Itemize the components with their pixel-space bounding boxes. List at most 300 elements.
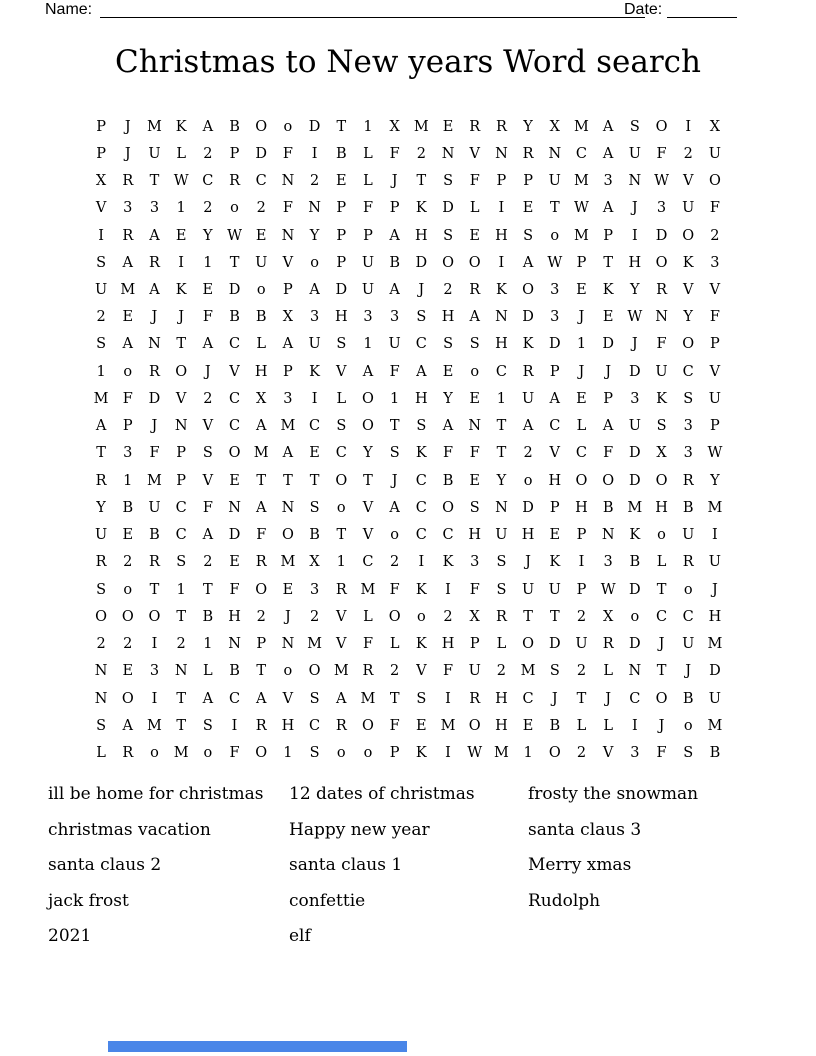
grid-cell-r4-c6: o bbox=[230, 200, 239, 217]
grid-cell-r21-c17: M bbox=[520, 663, 536, 680]
grid-cell-r15-c19: H bbox=[575, 499, 588, 516]
grid-cell-r7-c4: K bbox=[175, 282, 187, 299]
grid-cell-r23-c2: A bbox=[122, 717, 134, 734]
grid-cell-r21-c8: o bbox=[283, 663, 293, 680]
grid-cell-r11-c9: I bbox=[311, 390, 318, 407]
grid-cell-r19-c22: C bbox=[655, 608, 668, 625]
grid-cell-r17-c23: R bbox=[682, 554, 694, 571]
grid-cell-r14-c12: J bbox=[391, 472, 398, 489]
grid-cell-r19-c17: T bbox=[523, 608, 533, 625]
grid-cell-r6-c17: A bbox=[522, 254, 534, 271]
grid-cell-r21-c2: E bbox=[122, 663, 134, 680]
grid-cell-r16-c10: T bbox=[336, 527, 347, 544]
grid-cell-r1-c18: X bbox=[549, 118, 560, 135]
grid-cell-r10-c18: P bbox=[549, 363, 560, 380]
grid-cell-r18-c7: O bbox=[255, 581, 268, 598]
grid-cell-r4-c1: V bbox=[95, 200, 107, 217]
word-list-column-3 bbox=[528, 779, 786, 957]
grid-cell-r16-c4: C bbox=[175, 527, 187, 544]
grid-cell-r17-c10: 1 bbox=[336, 554, 346, 571]
grid-cell-r7-c2: M bbox=[120, 282, 136, 299]
grid-cell-r7-c19: E bbox=[576, 282, 587, 299]
grid-cell-r1-c5: A bbox=[202, 118, 214, 135]
grid-cell-r1-c24: X bbox=[709, 118, 721, 135]
grid-cell-r22-c20: J bbox=[605, 690, 612, 707]
grid-cell-r5-c15: E bbox=[469, 227, 481, 244]
grid-cell-r7-c18: 3 bbox=[550, 282, 560, 299]
grid-cell-r14-c23: R bbox=[682, 472, 694, 489]
grid-cell-r5-c9: Y bbox=[309, 227, 320, 244]
grid-cell-r8-c8: X bbox=[282, 309, 294, 326]
grid-cell-r22-c22: O bbox=[655, 690, 668, 707]
grid-cell-r6-c10: P bbox=[336, 254, 347, 271]
grid-cell-r18-c3: T bbox=[149, 581, 160, 598]
word-list-item: christmas vacation bbox=[48, 819, 211, 840]
grid-cell-r19-c6: H bbox=[228, 608, 241, 625]
grid-cell-r7-c1: U bbox=[94, 282, 108, 299]
grid-cell-r13-c10: C bbox=[335, 445, 347, 462]
grid-cell-r24-c9: S bbox=[309, 745, 320, 761]
grid-cell-r7-c22: R bbox=[656, 282, 667, 299]
grid-cell-r16-c12: o bbox=[390, 527, 400, 544]
grid-cell-r5-c10: P bbox=[336, 227, 347, 244]
grid-cell-r19-c8: J bbox=[284, 608, 291, 625]
grid-cell-r5-c14: S bbox=[443, 227, 453, 244]
grid-cell-r7-c20: K bbox=[602, 282, 614, 299]
grid-cell-r9-c5: A bbox=[202, 336, 214, 353]
grid-cell-r23-c19: L bbox=[576, 717, 587, 734]
grid-cell-r21-c19: 2 bbox=[576, 663, 587, 680]
grid-cell-r2-c16: N bbox=[495, 145, 508, 162]
grid-cell-r22-c1: N bbox=[94, 690, 108, 707]
grid-cell-r17-c14: K bbox=[442, 554, 454, 571]
grid-cell-r10-c7: H bbox=[254, 363, 268, 380]
grid-cell-r23-c16: H bbox=[495, 717, 508, 734]
grid-cell-r15-c10: o bbox=[336, 499, 346, 516]
grid-cell-r16-c13: C bbox=[415, 527, 427, 544]
grid-cell-r18-c24: J bbox=[711, 581, 718, 598]
grid-cell-r1-c17: Y bbox=[523, 118, 533, 135]
grid-cell-r4-c19: W bbox=[574, 200, 589, 217]
grid-cell-r7-c9: A bbox=[309, 282, 320, 299]
grid-cell-r2-c20: A bbox=[602, 145, 614, 162]
grid-cell-r22-c4: T bbox=[176, 690, 186, 707]
grid-cell-r16-c9: B bbox=[309, 527, 320, 544]
grid-cell-r3-c11: L bbox=[363, 173, 373, 190]
grid-cell-r3-c3: T bbox=[149, 173, 160, 190]
grid-cell-r20-c16: L bbox=[496, 636, 507, 653]
grid-cell-r14-c20: O bbox=[602, 472, 615, 489]
grid-cell-r16-c2: E bbox=[122, 527, 134, 544]
grid-cell-r2-c6: P bbox=[229, 145, 240, 162]
grid-cell-r11-c12: 1 bbox=[390, 390, 400, 407]
grid-cell-r18-c15: F bbox=[469, 581, 480, 598]
grid-cell-r3-c23: V bbox=[682, 173, 694, 190]
grid-cell-r21-c10: M bbox=[333, 663, 349, 680]
grid-cell-r9-c9: U bbox=[308, 336, 321, 353]
grid-cell-r20-c10: V bbox=[336, 636, 347, 653]
grid-cell-r23-c7: R bbox=[255, 717, 267, 734]
grid-cell-r2-c7: D bbox=[255, 145, 268, 162]
grid-cell-r18-c5: T bbox=[203, 581, 213, 598]
grid-cell-r20-c21: D bbox=[629, 636, 641, 653]
grid-cell-r15-c20: B bbox=[602, 499, 614, 516]
grid-cell-r2-c24: U bbox=[708, 145, 722, 162]
grid-cell-r8-c19: J bbox=[578, 309, 585, 326]
grid-cell-r8-c6: B bbox=[229, 309, 240, 326]
grid-cell-r1-c10: T bbox=[336, 118, 347, 135]
grid-cell-r8-c4: J bbox=[178, 309, 185, 326]
grid-cell-r9-c16: H bbox=[495, 336, 508, 353]
grid-cell-r24-c22: F bbox=[656, 745, 667, 761]
grid-cell-r19-c15: X bbox=[469, 608, 480, 625]
grid-cell-r6-c5: 1 bbox=[203, 254, 213, 271]
grid-cell-r23-c21: I bbox=[631, 717, 638, 734]
grid-cell-r3-c8: N bbox=[281, 173, 295, 190]
grid-cell-r21-c11: R bbox=[362, 663, 374, 680]
date-blank-line bbox=[667, 1, 737, 18]
grid-cell-r4-c21: J bbox=[631, 200, 638, 217]
grid-cell-r12-c4: N bbox=[174, 418, 188, 435]
grid-cell-r3-c18: U bbox=[548, 173, 561, 190]
grid-cell-r16-c1: U bbox=[94, 527, 108, 544]
grid-cell-r23-c6: I bbox=[231, 717, 238, 734]
grid-cell-r18-c14: I bbox=[445, 581, 451, 598]
grid-cell-r1-c4: K bbox=[175, 118, 187, 135]
grid-cell-r10-c23: C bbox=[682, 363, 694, 380]
grid-cell-r19-c14: 2 bbox=[443, 608, 453, 625]
grid-cell-r18-c12: F bbox=[389, 581, 400, 598]
grid-cell-r23-c12: F bbox=[389, 717, 400, 734]
grid-cell-r20-c20: R bbox=[602, 636, 614, 653]
grid-cell-r24-c11: o bbox=[363, 745, 373, 761]
grid-cell-r17-c12: 2 bbox=[390, 554, 400, 571]
word-list-column-2 bbox=[289, 779, 528, 957]
grid-cell-r19-c16: R bbox=[495, 608, 507, 625]
grid-cell-r17-c19: I bbox=[578, 554, 585, 571]
grid-cell-r21-c16: 2 bbox=[496, 663, 507, 680]
grid-cell-r6-c21: H bbox=[628, 254, 642, 271]
grid-cell-r11-c8: 3 bbox=[283, 390, 293, 407]
grid-cell-r12-c14: A bbox=[442, 418, 454, 435]
grid-cell-r7-c12: A bbox=[389, 282, 400, 299]
wordsearch-grid bbox=[88, 113, 729, 767]
grid-cell-r24-c4: M bbox=[173, 745, 189, 761]
grid-cell-r19-c24: H bbox=[708, 608, 722, 625]
grid-cell-r15-c1: Y bbox=[96, 499, 106, 516]
grid-cell-r23-c18: B bbox=[549, 717, 561, 734]
grid-cell-r13-c20: F bbox=[603, 445, 614, 462]
grid-cell-r1-c19: M bbox=[574, 118, 589, 135]
grid-cell-r2-c9: I bbox=[311, 145, 318, 162]
grid-cell-r9-c20: D bbox=[602, 336, 614, 353]
grid-cell-r12-c19: L bbox=[576, 418, 587, 435]
grid-cell-r18-c10: R bbox=[335, 581, 347, 598]
grid-cell-r3-c21: N bbox=[628, 173, 642, 190]
grid-cell-r14-c6: E bbox=[229, 472, 240, 489]
grid-cell-r10-c24: V bbox=[709, 363, 721, 380]
grid-cell-r10-c2: o bbox=[123, 363, 133, 380]
grid-cell-r20-c24: M bbox=[707, 636, 723, 653]
grid-cell-r24-c15: W bbox=[467, 745, 483, 761]
grid-cell-r14-c11: T bbox=[363, 472, 373, 489]
grid-cell-r4-c11: F bbox=[362, 200, 373, 217]
grid-cell-r9-c21: J bbox=[631, 336, 638, 353]
grid-cell-r20-c23: U bbox=[682, 636, 695, 653]
word-list-item: jack frost bbox=[48, 890, 129, 911]
grid-cell-r20-c4: 2 bbox=[176, 636, 186, 653]
grid-cell-r5-c23: O bbox=[682, 227, 695, 244]
grid-cell-r16-c16: U bbox=[495, 527, 508, 544]
grid-cell-r10-c15: o bbox=[470, 363, 480, 380]
grid-cell-r19-c23: C bbox=[682, 608, 694, 625]
grid-cell-r10-c22: U bbox=[655, 363, 668, 380]
grid-cell-r2-c18: N bbox=[548, 145, 562, 162]
grid-cell-r5-c20: P bbox=[603, 227, 614, 244]
grid-cell-r18-c4: 1 bbox=[176, 581, 186, 598]
grid-cell-r20-c5: 1 bbox=[203, 636, 213, 653]
grid-cell-r10-c17: R bbox=[522, 363, 534, 380]
grid-cell-r19-c19: 2 bbox=[576, 608, 587, 625]
grid-cell-r13-c14: F bbox=[443, 445, 454, 462]
grid-cell-r22-c23: B bbox=[682, 690, 694, 707]
word-list-column-1 bbox=[48, 779, 289, 957]
grid-cell-r6-c2: A bbox=[122, 254, 134, 271]
grid-cell-r11-c11: O bbox=[362, 390, 374, 407]
grid-cell-r23-c9: C bbox=[309, 717, 321, 734]
grid-cell-r18-c2: o bbox=[123, 581, 133, 598]
grid-cell-r16-c14: C bbox=[442, 527, 454, 544]
grid-cell-r21-c4: N bbox=[174, 663, 188, 680]
grid-cell-r17-c5: 2 bbox=[203, 554, 213, 571]
grid-cell-r8-c13: S bbox=[416, 309, 427, 326]
grid-cell-r24-c2: R bbox=[122, 745, 134, 761]
grid-cell-r6-c20: T bbox=[603, 254, 613, 271]
grid-cell-r3-c15: F bbox=[469, 173, 480, 190]
grid-cell-r12-c17: A bbox=[522, 418, 534, 435]
grid-cell-r21-c5: L bbox=[203, 663, 213, 680]
grid-cell-r5-c18: o bbox=[550, 227, 560, 244]
grid-cell-r17-c4: S bbox=[176, 554, 187, 571]
grid-cell-r9-c6: C bbox=[228, 336, 241, 353]
grid-cell-r11-c13: H bbox=[415, 390, 428, 407]
grid-cell-r23-c3: M bbox=[147, 717, 162, 734]
grid-cell-r9-c13: C bbox=[415, 336, 427, 353]
grid-cell-r10-c6: V bbox=[229, 363, 240, 380]
grid-cell-r1-c3: M bbox=[147, 118, 162, 135]
footer-link-bar[interactable] bbox=[108, 1041, 407, 1052]
grid-cell-r10-c3: R bbox=[149, 363, 160, 380]
grid-cell-r3-c9: 2 bbox=[309, 173, 320, 190]
grid-cell-r13-c24: W bbox=[707, 445, 723, 462]
grid-cell-r6-c14: O bbox=[442, 254, 454, 271]
grid-cell-r3-c24: O bbox=[708, 173, 721, 190]
grid-cell-r8-c9: 3 bbox=[309, 309, 320, 326]
grid-cell-r17-c9: X bbox=[309, 554, 320, 571]
header-row bbox=[45, 1, 771, 21]
grid-cell-r14-c1: R bbox=[95, 472, 107, 489]
grid-cell-r13-c3: F bbox=[149, 445, 160, 462]
grid-cell-r11-c5: 2 bbox=[203, 390, 213, 407]
grid-cell-r19-c9: 2 bbox=[309, 608, 320, 625]
grid-cell-r2-c23: 2 bbox=[683, 145, 693, 162]
grid-cell-r3-c4: W bbox=[173, 173, 189, 190]
grid-cell-r22-c15: R bbox=[469, 690, 481, 707]
grid-cell-r8-c10: H bbox=[334, 309, 348, 326]
grid-cell-r13-c11: Y bbox=[363, 445, 373, 462]
grid-cell-r24-c24: B bbox=[709, 745, 721, 761]
grid-cell-r7-c24: V bbox=[709, 282, 721, 299]
grid-cell-r15-c16: N bbox=[495, 499, 508, 516]
grid-cell-r4-c15: L bbox=[469, 200, 480, 217]
grid-cell-r4-c24: F bbox=[709, 200, 720, 217]
grid-cell-r14-c10: O bbox=[335, 472, 348, 489]
grid-cell-r8-c24: F bbox=[709, 309, 720, 326]
grid-cell-r13-c8: A bbox=[282, 445, 294, 462]
grid-cell-r6-c16: I bbox=[498, 254, 505, 271]
word-list-item: santa claus 2 bbox=[48, 855, 162, 876]
grid-cell-r14-c7: T bbox=[256, 472, 267, 489]
grid-cell-r4-c22: 3 bbox=[656, 200, 667, 217]
grid-cell-r22-c12: T bbox=[389, 690, 400, 707]
grid-cell-r5-c8: N bbox=[281, 227, 295, 244]
grid-cell-r23-c8: H bbox=[281, 717, 295, 734]
grid-cell-r15-c9: S bbox=[309, 499, 320, 516]
grid-cell-r16-c5: A bbox=[202, 527, 214, 544]
grid-cell-r6-c24: 3 bbox=[710, 254, 720, 271]
grid-cell-r10-c11: A bbox=[362, 363, 374, 380]
grid-cell-r9-c14: S bbox=[443, 336, 453, 353]
grid-cell-r1-c21: S bbox=[629, 118, 640, 135]
grid-cell-r17-c20: 3 bbox=[603, 554, 613, 571]
grid-cell-r12-c1: A bbox=[95, 418, 107, 435]
grid-cell-r13-c12: S bbox=[389, 445, 400, 462]
grid-cell-r16-c3: B bbox=[149, 527, 160, 544]
grid-cell-r24-c6: F bbox=[229, 745, 240, 761]
grid-cell-r12-c2: P bbox=[122, 418, 133, 435]
grid-cell-r8-c12: 3 bbox=[390, 309, 400, 326]
grid-cell-r18-c9: 3 bbox=[309, 581, 320, 598]
grid-cell-r18-c6: F bbox=[229, 581, 240, 598]
grid-cell-r12-c3: J bbox=[151, 418, 158, 435]
grid-cell-r19-c18: T bbox=[549, 608, 560, 625]
grid-cell-r15-c3: U bbox=[148, 499, 161, 516]
grid-cell-r7-c23: V bbox=[682, 282, 694, 299]
grid-cell-r21-c21: N bbox=[628, 663, 642, 680]
grid-cell-r23-c13: E bbox=[416, 717, 427, 734]
grid-cell-r22-c7: A bbox=[255, 690, 267, 707]
grid-cell-r8-c7: B bbox=[255, 309, 267, 326]
grid-cell-r11-c2: F bbox=[122, 390, 133, 407]
grid-cell-r8-c1: 2 bbox=[96, 309, 106, 326]
grid-cell-r11-c21: 3 bbox=[630, 390, 640, 407]
grid-cell-r2-c1: P bbox=[96, 145, 106, 162]
grid-cell-r15-c18: P bbox=[549, 499, 560, 516]
grid-cell-r14-c8: T bbox=[283, 472, 293, 489]
grid-cell-r3-c20: 3 bbox=[603, 173, 613, 190]
grid-cell-r6-c3: R bbox=[149, 254, 160, 271]
grid-cell-r15-c4: C bbox=[175, 499, 187, 516]
grid-cell-r17-c3: R bbox=[149, 554, 160, 571]
grid-cell-r9-c24: P bbox=[710, 336, 720, 353]
grid-cell-r20-c1: 2 bbox=[96, 636, 106, 653]
grid-cell-r12-c16: T bbox=[496, 418, 507, 435]
grid-cell-r10-c20: J bbox=[605, 363, 612, 380]
grid-cell-r15-c13: C bbox=[415, 499, 427, 516]
grid-cell-r24-c7: O bbox=[255, 745, 268, 761]
grid-cell-r3-c22: W bbox=[654, 173, 669, 190]
grid-cell-r3-c5: C bbox=[202, 173, 214, 190]
grid-cell-r2-c13: 2 bbox=[416, 145, 426, 162]
grid-cell-r17-c15: 3 bbox=[470, 554, 480, 571]
grid-cell-r22-c13: S bbox=[416, 690, 427, 707]
grid-cell-r6-c15: O bbox=[468, 254, 481, 271]
grid-cell-r10-c5: J bbox=[204, 363, 211, 380]
grid-cell-r1-c16: R bbox=[495, 118, 507, 135]
grid-cell-r3-c12: J bbox=[391, 173, 398, 190]
grid-cell-r19-c7: 2 bbox=[256, 608, 266, 625]
name-label: Name: bbox=[45, 1, 93, 18]
grid-cell-r2-c4: L bbox=[176, 145, 186, 162]
grid-cell-r11-c7: X bbox=[256, 390, 267, 407]
grid-cell-r4-c7: 2 bbox=[256, 200, 266, 217]
grid-cell-r9-c10: S bbox=[336, 336, 347, 353]
grid-cell-r13-c17: 2 bbox=[523, 445, 533, 462]
grid-cell-r19-c20: X bbox=[602, 608, 614, 625]
grid-cell-r5-c16: H bbox=[495, 227, 508, 244]
grid-cell-r8-c21: W bbox=[627, 309, 643, 326]
grid-cell-r17-c11: C bbox=[362, 554, 374, 571]
grid-cell-r22-c6: C bbox=[228, 690, 241, 707]
grid-cell-r4-c9: N bbox=[308, 200, 321, 217]
grid-cell-r15-c6: N bbox=[228, 499, 241, 516]
grid-cell-r5-c1: I bbox=[98, 227, 104, 244]
word-list bbox=[48, 779, 786, 957]
grid-cell-r16-c7: F bbox=[256, 527, 267, 544]
grid-cell-r11-c22: K bbox=[656, 390, 667, 407]
grid-cell-r5-c22: D bbox=[655, 227, 668, 244]
grid-cell-r13-c13: K bbox=[415, 445, 427, 462]
grid-cell-r12-c7: A bbox=[255, 418, 267, 435]
grid-cell-r11-c20: P bbox=[603, 390, 614, 407]
grid-cell-r23-c15: O bbox=[468, 717, 481, 734]
grid-cell-r15-c21: M bbox=[627, 499, 643, 516]
grid-cell-r15-c17: D bbox=[522, 499, 534, 516]
grid-cell-r3-c17: P bbox=[523, 173, 533, 190]
grid-cell-r13-c15: F bbox=[469, 445, 480, 462]
grid-cell-r7-c5: E bbox=[202, 282, 214, 299]
grid-cell-r22-c19: T bbox=[576, 690, 587, 707]
grid-cell-r24-c16: M bbox=[493, 745, 509, 761]
grid-cell-r9-c1: S bbox=[96, 336, 107, 353]
grid-cell-r20-c19: U bbox=[575, 636, 588, 653]
grid-cell-r20-c13: K bbox=[415, 636, 427, 653]
grid-cell-r4-c8: F bbox=[282, 200, 293, 217]
grid-cell-r24-c5: o bbox=[203, 745, 213, 761]
word-list-item: Happy new year bbox=[289, 819, 430, 840]
grid-cell-r18-c19: P bbox=[576, 581, 587, 598]
grid-cell-r2-c22: F bbox=[656, 145, 667, 162]
grid-cell-r22-c24: U bbox=[708, 690, 722, 707]
grid-cell-r18-c22: T bbox=[656, 581, 667, 598]
grid-cell-r20-c8: N bbox=[281, 636, 295, 653]
grid-cell-r13-c6: O bbox=[228, 445, 241, 462]
grid-cell-r1-c15: R bbox=[469, 118, 481, 135]
grid-cell-r17-c7: R bbox=[255, 554, 267, 571]
grid-cell-r23-c17: E bbox=[522, 717, 534, 734]
grid-cell-r13-c1: T bbox=[96, 445, 106, 462]
grid-cell-r16-c15: H bbox=[468, 527, 482, 544]
